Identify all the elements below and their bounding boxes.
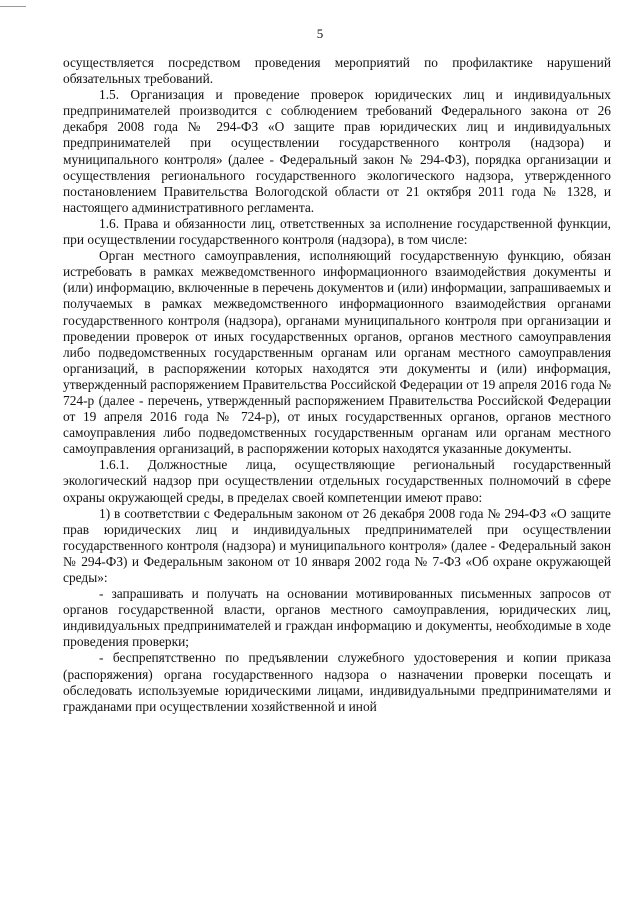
paragraph-bullet-request-info: - запрашивать и получать на основании мотивированных письменных запросов от органов государственной власти, органов местного самоуправления, юридических лиц, индивидуальных предпринимателей и граждан информацию и документы, необходимые в ходе проведения проверки; — [63, 586, 611, 650]
paragraph-1-6: 1.6. Права и обязанности лиц, ответственных за исполнение государственной функции, при осуществлении государственного контроля (надзора), в том числе: — [63, 215, 611, 248]
paragraph-1-5-continuation: осуществляется посредством проведения мероприятий по профилактике нарушений обязательных требований. — [63, 55, 611, 87]
scan-corner-mark — [0, 6, 26, 7]
document-body — [63, 55, 611, 715]
paragraph-1-5: 1.5. Организация и проведение проверок юридических лиц и индивидуальных предпринимателей производится с соблюдением требований Федерального закона от 26 декабря 2008 года № 294-ФЗ «О защите прав юридических лиц и индивидуальных предпринимателей при осуществлении государственного контроля (надзора) и муниципального контроля» (далее - Федеральный закон № 294-ФЗ), порядка организации и осуществления регионального государственного экологического надзора, утвержденного постановлением Правительства Вологодской области от 21 октября 2011 года № 1328, и настоящего административного регламента. — [63, 87, 611, 215]
page-number: 5 — [316, 26, 324, 41]
paragraph-bullet-visit-inspect: - беспрепятственно по предъявлении служебного удостоверения и копии приказа (распоряжения) органа государственного надзора о назначении проверки посещать и обследовать используемые юридическими лицами, индивидуальными предпринимателями и гражданами при осуществлении хозяйственной и иной — [63, 650, 611, 714]
paragraph-item-1: 1) в соответствии с Федеральным законом от 26 декабря 2008 года № 294-ФЗ «О защите прав юридических лиц и индивидуальных предпринимателей при осуществлении государственного контроля (надзора) и муниципального контроля» (далее - Федеральный закон № 294-ФЗ) и Федеральным законом от 10 января 2002 года № 7-ФЗ «Об охране окружающей среды»: — [63, 505, 611, 585]
paragraph-local-authority-duty: Орган местного самоуправления, исполняющий государственную функцию, обязан истребовать в рамках межведомственного информационного взаимодействия документы и (или) информацию, включенные в перечень документов и (или) информации, запрашиваемых и получаемых в рамках межведомственного информационного взаимодействия органами государственного контроля (надзора), органами муниципального контроля при организации и проведении проверок от иных государственных органов, органов местного самоуправления либо подведомственных государственным органам или органам местного самоуправления организаций, в распоряжении которых находятся эти документы и (или) информация, утвержденный распоряжением Правительства Российской Федерации от 19 апреля 2016 года № 724-р (далее - перечень, утвержденный распоряжением Правительства Российской Федерации от 19 апреля 2016 года № 724-р), от иных государственных органов, органов местного самоуправления либо подведомственных государственным органам или органам местного самоуправления организаций, в распоряжении которых находятся указанные документы. — [63, 248, 611, 457]
paragraph-1-6-1: 1.6.1. Должностные лица, осуществляющие региональный государственный экологический надзор при осуществлении отдельных государственных полномочий в сфере охраны окружающей среды, в пределах своей компетенции имеют право: — [63, 457, 611, 505]
